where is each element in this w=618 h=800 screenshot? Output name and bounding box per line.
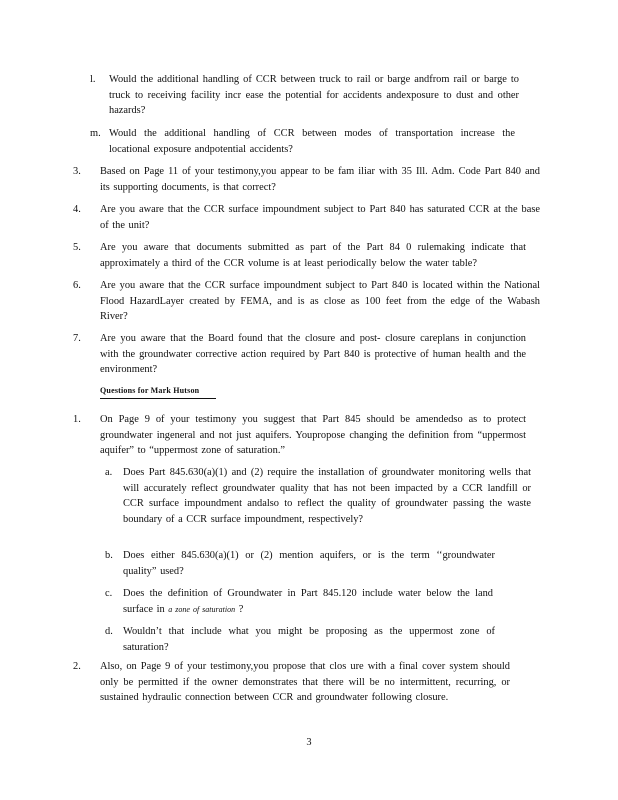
sub-question-text-part: Does the definition of Groundwater in Part 845.120 include water below the land surface in bbox=[123, 588, 493, 615]
sub-question-text-end: ? bbox=[238, 603, 244, 615]
question-text: On Page 9 of your testimony you suggest that Part 845 should be amendedso as to protect groundwater ingeneral and not just aquifers. Youpropose changing the definition from “uppermost aquifer” to “uppermost zone of saturation.” bbox=[100, 414, 526, 457]
item-label: 4. bbox=[73, 204, 81, 215]
italic-term: a zone of saturation bbox=[168, 604, 236, 614]
sub-question-text: Does either 845.630(a)(1) or (2) mention aquifers, or is the term ‘‘groundwater quality” used? bbox=[123, 550, 495, 577]
sub-question-label: d. bbox=[105, 626, 113, 637]
item-label: l. bbox=[90, 74, 96, 85]
question-label: 1. bbox=[73, 414, 81, 425]
question-text: Are you aware that documents submitted as part of the Part 84 0 rulemaking indicate that approximately a third of the CCR volume is at least periodically below the water table? bbox=[100, 242, 526, 269]
question-text: Are you aware that the CCR surface impoundment subject to Part 840 is located within the National Flood HazardLayer created by FEMA, and is as close as 100 feet from the edge of the Wabash River? bbox=[100, 280, 540, 323]
item-label: 3. bbox=[73, 166, 81, 177]
question-label: 2. bbox=[73, 661, 81, 672]
question-text: Are you aware that the CCR surface impoundment subject to Part 840 has saturated CCR at the base of the unit? bbox=[100, 204, 540, 231]
item-label: m. bbox=[90, 128, 101, 139]
question-text: Would the additional handling of CCR between modes of transportation increase the locational exposure andpotential accidents? bbox=[109, 128, 515, 155]
question-text: Based on Page 11 of your testimony,you appear to be fam iliar with 35 Ill. Adm. Code Part 840 and its supporting documents, is that correct? bbox=[100, 166, 540, 193]
sub-question-label: b. bbox=[105, 550, 113, 561]
sub-question-label: c. bbox=[105, 588, 113, 599]
sub-question-label: a. bbox=[105, 467, 113, 478]
question-text: Would the additional handling of CCR between truck to rail or barge andfrom rail or barge to truck to receiving facility incr ease the potential for accidents andexposure to dust and other hazards? bbox=[109, 74, 519, 117]
section-heading: Questions for Mark Hutson bbox=[100, 386, 200, 395]
sub-question-text bbox=[123, 586, 493, 617]
question-text: Are you aware that the Board found that the closure and post- closure careplans in conjunction with the groundwater corrective action required by Part 840 is protective of human health and the environment? bbox=[100, 333, 526, 376]
item-label: 6. bbox=[73, 280, 81, 291]
sub-question-text: Wouldn’t that include what you might be proposing as the uppermost zone of saturation? bbox=[123, 626, 495, 653]
item-label: 5. bbox=[73, 242, 81, 253]
question-text: Also, on Page 9 of your testimony,you propose that clos ure with a final cover system should only be permitted if the owner demonstrates that there will be no intermittent, recurring, or sustained hydraulic connection between CCR and groundwater following closure. bbox=[100, 661, 510, 704]
heading-underline bbox=[100, 398, 216, 399]
page-number: 3 bbox=[306, 737, 312, 748]
sub-question-text: Does Part 845.630(a)(1) and (2) require the installation of groundwater monitoring wells that will accurately reflect groundwater quality that has not been impacted by a CCR landfill or CCR surface impoundment andalso to reflect the quality of groundwater passing the waste boundary of a CCR surface impoundment, respectively? bbox=[123, 467, 531, 525]
item-label: 7. bbox=[73, 333, 81, 344]
